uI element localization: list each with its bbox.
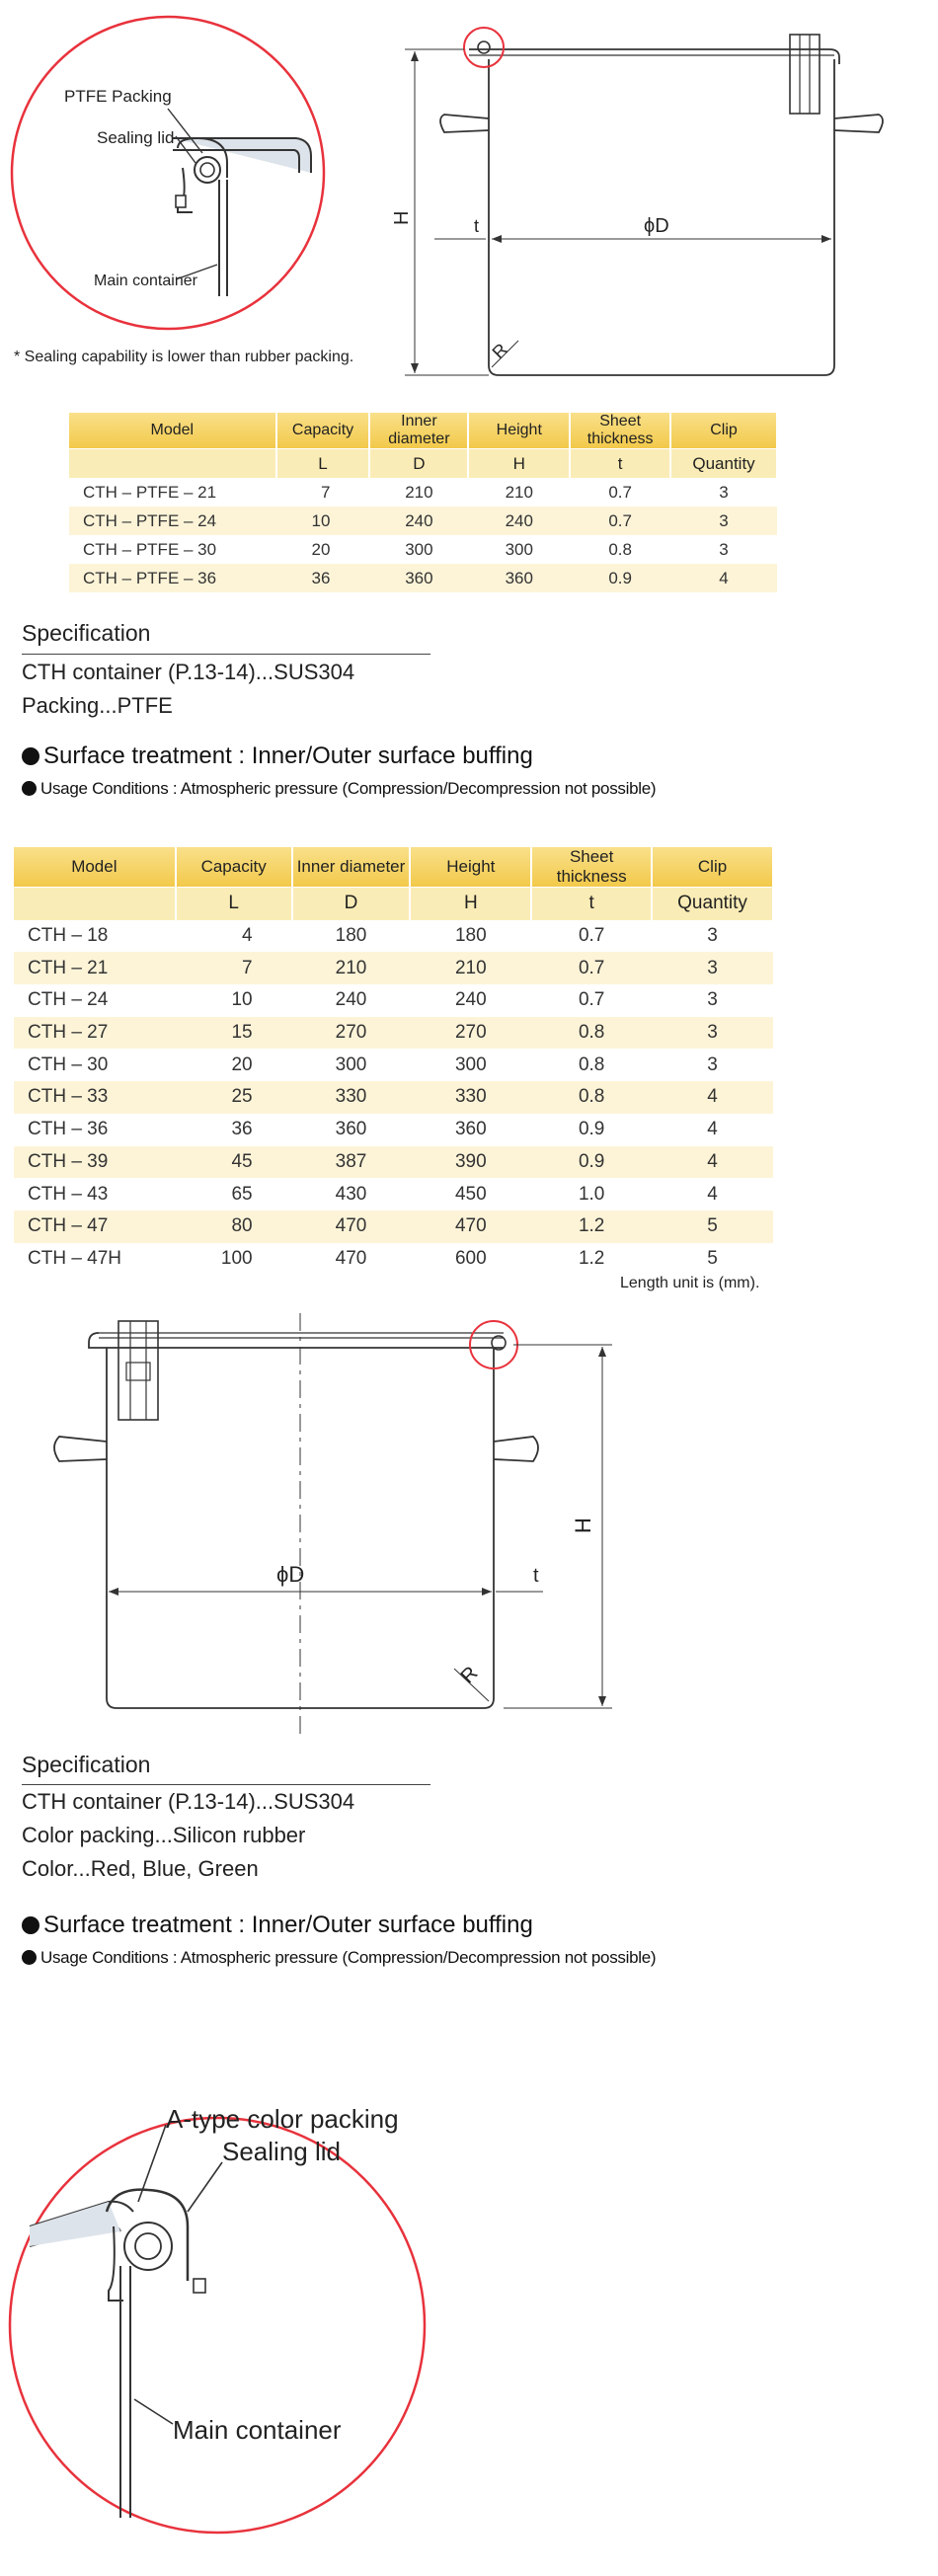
col-header: Sheet thickness xyxy=(531,847,652,888)
table-cell: 360 xyxy=(410,1114,531,1146)
table-cell: CTH – 43 xyxy=(14,1178,176,1210)
table-cell: 0.9 xyxy=(531,1146,652,1179)
table-subheader-row xyxy=(14,888,773,920)
table-cell: 20 xyxy=(276,535,370,564)
label-a-type-packing: A-type color packing xyxy=(166,2104,399,2134)
table-cell: 240 xyxy=(369,507,468,535)
label-ptfe-packing: PTFE Packing xyxy=(64,87,172,106)
table-cell: 65 xyxy=(176,1178,292,1210)
col-header: Clip xyxy=(652,847,773,888)
table-row xyxy=(69,478,777,507)
label-R: R xyxy=(456,1662,483,1688)
col-subheader: t xyxy=(570,449,670,479)
label-phiD: ϕD xyxy=(276,1562,305,1587)
table-cell: 1.2 xyxy=(531,1210,652,1243)
label-sealing-lid: Sealing lid xyxy=(222,2137,341,2166)
surface-treatment: Surface treatment : Inner/Outer surface buffing xyxy=(22,1912,533,1939)
table-cell: 3 xyxy=(652,1049,773,1081)
table-cell: 240 xyxy=(468,507,570,535)
table-cell: 330 xyxy=(292,1081,411,1114)
table-cell: CTH – PTFE – 36 xyxy=(69,564,276,592)
label-main-container: Main container xyxy=(94,273,197,289)
table-header-row xyxy=(69,413,777,449)
table-cell: CTH – 18 xyxy=(14,920,176,953)
table-cell: 3 xyxy=(652,984,773,1017)
table-cell: 3 xyxy=(652,952,773,984)
table-row xyxy=(14,920,773,953)
label-sealing-lid: Sealing lid xyxy=(97,128,175,147)
col-header: Capacity xyxy=(176,847,292,888)
label-main-container: Main container xyxy=(173,2415,342,2445)
table-cell: 210 xyxy=(369,478,468,507)
table-cell: 0.9 xyxy=(531,1114,652,1146)
spec-line: Color...Red, Blue, Green xyxy=(22,1856,259,1881)
table-row xyxy=(14,1243,773,1276)
table-cell: 470 xyxy=(410,1210,531,1243)
spec-line: CTH container (P.13-14)...SUS304 xyxy=(22,1789,355,1814)
table-cell: 5 xyxy=(652,1243,773,1276)
ptfe-container-diagram xyxy=(375,10,928,385)
table-cell: 4 xyxy=(652,1178,773,1210)
table-row xyxy=(69,507,777,535)
table-cell: 3 xyxy=(670,507,777,535)
table-cell: 4 xyxy=(176,920,292,953)
table-cell: 390 xyxy=(410,1146,531,1179)
table-cell: CTH – 30 xyxy=(14,1049,176,1081)
table-cell: 15 xyxy=(176,1017,292,1050)
spec-line: Packing...PTFE xyxy=(22,693,173,718)
table-cell: 360 xyxy=(369,564,468,592)
bullet-icon xyxy=(22,747,39,765)
spec-title: Specification xyxy=(22,620,151,646)
table-cell: 36 xyxy=(276,564,370,592)
spec-line: Color packing...Silicon rubber xyxy=(22,1823,306,1847)
table-row xyxy=(69,535,777,564)
sealing-note: * Sealing capability is lower than rubber packing. xyxy=(14,349,354,365)
ptfe-spec-table xyxy=(69,413,778,592)
col-subheader: t xyxy=(531,888,652,920)
table-cell: 300 xyxy=(369,535,468,564)
col-header: Model xyxy=(14,847,176,888)
col-header: Height xyxy=(410,847,531,888)
table-cell: 360 xyxy=(292,1114,411,1146)
table-cell: 3 xyxy=(652,920,773,953)
label-H: H xyxy=(571,1518,595,1533)
table-cell: 240 xyxy=(410,984,531,1017)
col-header: Height xyxy=(468,413,570,449)
table-row xyxy=(14,1049,773,1081)
table-cell: 0.7 xyxy=(531,952,652,984)
table-cell: 20 xyxy=(176,1049,292,1081)
table-cell: 3 xyxy=(670,478,777,507)
table-cell: 360 xyxy=(468,564,570,592)
table-cell: 4 xyxy=(670,564,777,592)
table-cell: 4 xyxy=(652,1114,773,1146)
table-cell: 7 xyxy=(276,478,370,507)
table-cell: 240 xyxy=(292,984,411,1017)
table-cell: 270 xyxy=(292,1017,411,1050)
col-header: Sheet thickness xyxy=(570,413,670,449)
table-row xyxy=(14,1081,773,1114)
col-header: Inner diameter xyxy=(292,847,411,888)
table-cell: CTH – PTFE – 21 xyxy=(69,478,276,507)
table-cell: 0.7 xyxy=(531,984,652,1017)
table-cell: 10 xyxy=(276,507,370,535)
table-cell: 4 xyxy=(652,1146,773,1179)
col-header: Capacity xyxy=(276,413,370,449)
table-cell: 0.8 xyxy=(531,1017,652,1050)
table-cell: 210 xyxy=(468,478,570,507)
col-subheader: L xyxy=(176,888,292,920)
cth-container-diagram xyxy=(39,1303,632,1738)
table-row xyxy=(69,564,777,592)
table-cell: 470 xyxy=(292,1210,411,1243)
table-cell: 600 xyxy=(410,1243,531,1276)
surface-treatment: Surface treatment : Inner/Outer surface buffing xyxy=(22,742,533,770)
table-cell: 0.7 xyxy=(570,478,670,507)
spec-title: Specification xyxy=(22,1752,151,1777)
table-row xyxy=(14,1210,773,1243)
table-cell: 0.7 xyxy=(570,507,670,535)
table-cell: 45 xyxy=(176,1146,292,1179)
table-cell: 300 xyxy=(468,535,570,564)
col-subheader: Quantity xyxy=(652,888,773,920)
table-cell: 470 xyxy=(292,1243,411,1276)
lid-callout-circle xyxy=(464,28,504,67)
detail-callout-circle xyxy=(10,2118,425,2533)
col-subheader xyxy=(69,449,276,479)
table-cell: 3 xyxy=(652,1017,773,1050)
table-cell: CTH – 47H xyxy=(14,1243,176,1276)
table-row xyxy=(14,984,773,1017)
col-subheader xyxy=(14,888,176,920)
usage-conditions: Usage Conditions : Atmospheric pressure (Compression/Decompression not possible) xyxy=(22,779,656,799)
table-row xyxy=(14,1114,773,1146)
table-cell: CTH – 36 xyxy=(14,1114,176,1146)
table-cell: 3 xyxy=(670,535,777,564)
table-cell: 210 xyxy=(292,952,411,984)
bullet-icon xyxy=(22,781,37,796)
table-cell: 1.0 xyxy=(531,1178,652,1210)
color-packing-detail-diagram xyxy=(0,2054,454,2576)
table-header-row xyxy=(14,847,773,888)
unit-note: Length unit is (mm). xyxy=(620,1275,760,1291)
spec-line: CTH container (P.13-14)...SUS304 xyxy=(22,660,355,684)
label-phiD: ϕD xyxy=(644,215,669,237)
label-t: t xyxy=(474,216,480,236)
bullet-icon xyxy=(22,1950,37,1965)
table-cell: 0.7 xyxy=(531,920,652,953)
table-cell: 0.8 xyxy=(570,535,670,564)
table-cell: 5 xyxy=(652,1210,773,1243)
col-header: Model xyxy=(69,413,276,449)
spec-divider xyxy=(22,654,430,655)
label-R: R xyxy=(488,339,511,363)
label-H: H xyxy=(391,210,413,225)
table-row xyxy=(14,1178,773,1210)
table-cell: 330 xyxy=(410,1081,531,1114)
table-cell: 100 xyxy=(176,1243,292,1276)
table-cell: CTH – 47 xyxy=(14,1210,176,1243)
table-row xyxy=(14,1146,773,1179)
table-cell: CTH – 33 xyxy=(14,1081,176,1114)
table-cell: 80 xyxy=(176,1210,292,1243)
table-cell: 0.8 xyxy=(531,1081,652,1114)
col-subheader: D xyxy=(369,449,468,479)
table-row xyxy=(14,1017,773,1050)
col-subheader: H xyxy=(410,888,531,920)
table-cell: 10 xyxy=(176,984,292,1017)
col-subheader: Quantity xyxy=(670,449,777,479)
table-cell: CTH – PTFE – 30 xyxy=(69,535,276,564)
col-header: Clip xyxy=(670,413,777,449)
table-cell: 0.8 xyxy=(531,1049,652,1081)
table-cell: 36 xyxy=(176,1114,292,1146)
col-header: Inner diameter xyxy=(369,413,468,449)
table-cell: CTH – 21 xyxy=(14,952,176,984)
table-cell: 300 xyxy=(292,1049,411,1081)
cth-spec-table xyxy=(14,847,774,1275)
table-cell: 7 xyxy=(176,952,292,984)
ptfe-detail-diagram xyxy=(0,0,336,351)
table-cell: 270 xyxy=(410,1017,531,1050)
col-subheader: H xyxy=(468,449,570,479)
table-cell: 4 xyxy=(652,1081,773,1114)
table-cell: 450 xyxy=(410,1178,531,1210)
col-subheader: L xyxy=(276,449,370,479)
table-cell: 300 xyxy=(410,1049,531,1081)
table-cell: CTH – 24 xyxy=(14,984,176,1017)
table-cell: CTH – 27 xyxy=(14,1017,176,1050)
label-t: t xyxy=(533,1565,539,1587)
bullet-icon xyxy=(22,1916,39,1934)
usage-conditions: Usage Conditions : Atmospheric pressure (Compression/Decompression not possible) xyxy=(22,1948,656,1968)
table-cell: 1.2 xyxy=(531,1243,652,1276)
table-row xyxy=(14,952,773,984)
table-cell: 210 xyxy=(410,952,531,984)
table-cell: 0.9 xyxy=(570,564,670,592)
table-cell: 180 xyxy=(410,920,531,953)
table-cell: 25 xyxy=(176,1081,292,1114)
table-subheader-row xyxy=(69,449,777,479)
table-cell: 430 xyxy=(292,1178,411,1210)
col-subheader: D xyxy=(292,888,411,920)
table-cell: 387 xyxy=(292,1146,411,1179)
table-cell: CTH – 39 xyxy=(14,1146,176,1179)
table-cell: 180 xyxy=(292,920,411,953)
table-cell: CTH – PTFE – 24 xyxy=(69,507,276,535)
